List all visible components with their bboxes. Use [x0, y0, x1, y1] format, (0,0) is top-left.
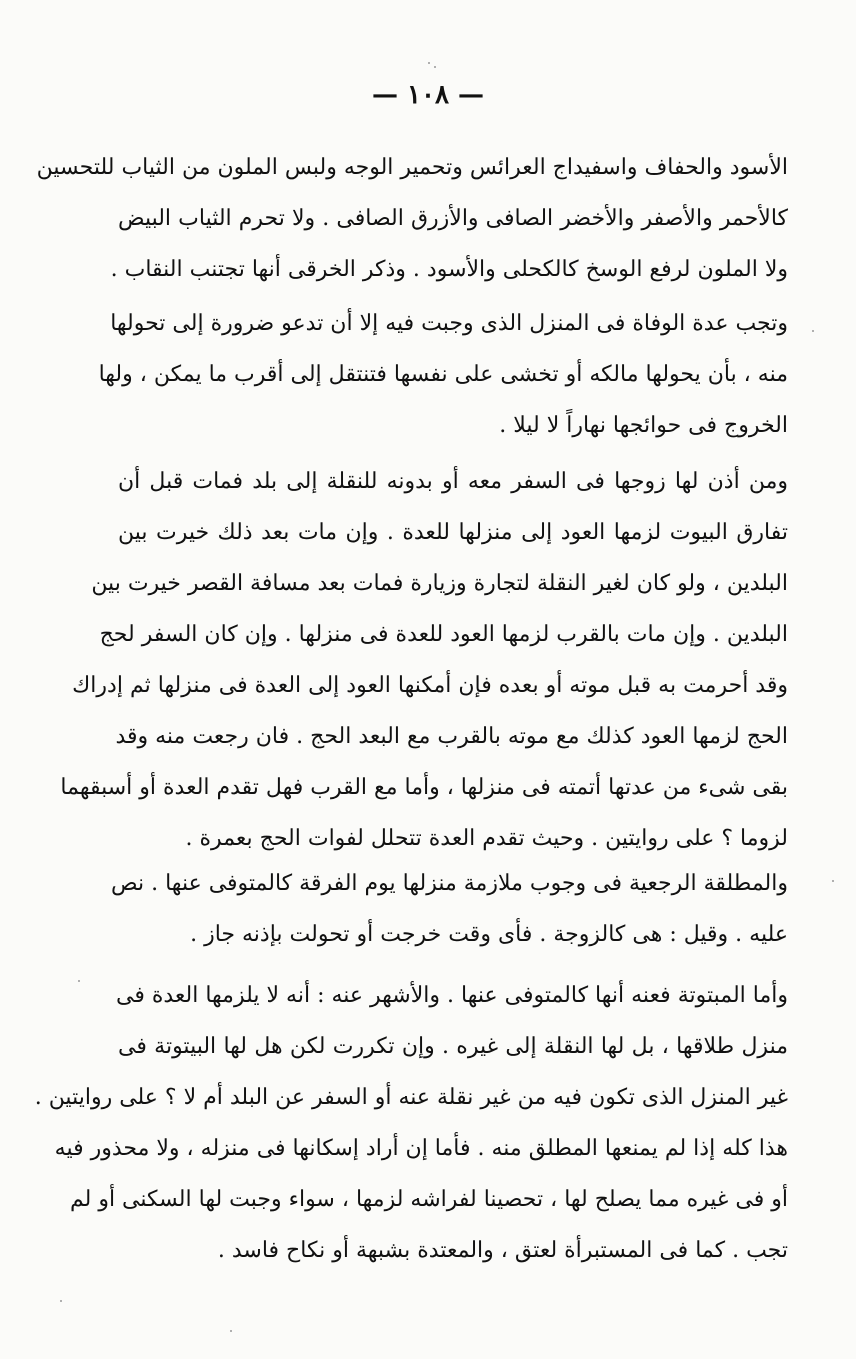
text-line: البلدين ، ولو كان لغير النقلة لتجارة وزيارة فمات بعد مسافة القصر خيرت بين: [91, 571, 788, 596]
text-line: وتجب عدة الوفاة فى المنزل الذى وجبت فيه إلا أن تدعو ضرورة إلى تحولها: [110, 311, 788, 336]
text-line: هذا كله إذا لم يمنعها المطلق منه . فأما إن أراد إسكانها فى منزله ، ولا محذور فيه: [54, 1136, 788, 1161]
text-line: وأما المبتوتة فعنه أنها كالمتوفى عنها . والأشهر عنه : أنه لا يلزمها العدة فى: [116, 983, 788, 1008]
text-line: لزوما ؟ على روايتين . وحيث تقدم العدة تتحلل لفوات الحج بعمرة .: [185, 826, 788, 851]
text-line: البلدين . وإن مات بالقرب لزمها العود للعدة فى منزلها . وإن كان السفر لحج: [99, 622, 788, 647]
text-line: كالأحمر والأصفر والأخضر الصافى والأزرق الصافى . ولا تحرم الثياب البيض: [118, 206, 788, 231]
scan-speck: [78, 980, 80, 982]
scan-speck: [60, 1300, 62, 1302]
text-line: الحج لزمها العود كذلك مع موته بالقرب مع البعد الحج . فان رجعت منه وقد: [115, 724, 788, 749]
paragraph-3: [60, 456, 788, 864]
text-line: الخروج فى حوائجها نهاراً لا ليلا .: [499, 413, 788, 438]
scan-speck: [434, 66, 436, 68]
text-line: عليه . وقيل : هى كالزوجة . فأى وقت خرجت أو تحولت بإذنه جاز .: [190, 922, 788, 947]
text-line: تفارق البيوت لزمها العود إلى منزلها للعدة . وإن مات بعد ذلك خيرت بين: [118, 520, 788, 545]
text-line: وقد أحرمت به قبل موته أو بعده فإن أمكنها العود إلى العدة فى منزلها ثم إدراك: [72, 673, 788, 698]
text-line: غير المنزل الذى تكون فيه من غير نقلة عنه أو السفر عن البلد أم لا ؟ على روايتين .: [34, 1085, 788, 1110]
text-line: ومن أذن لها زوجها فى السفر معه أو بدونه للنقلة إلى بلد فمات قبل أن: [118, 469, 788, 494]
paragraph-1: [36, 142, 788, 295]
text-line: أو فى غيره مما يصلح لها ، تحصينا لفراشه لزمها ، سواء وجبت لها السكنى أو لم: [69, 1187, 788, 1212]
text-line: بقى شىء من عدتها أتمته فى منزلها ، وأما مع القرب فهل تقدم العدة أو أسبقهما: [60, 775, 788, 800]
scan-speck: [428, 62, 430, 64]
scan-speck: [230, 1330, 232, 1332]
paragraph-2: [98, 298, 788, 451]
paragraph-4: [111, 858, 788, 960]
text-line: تجب . كما فى المستبرأة لعتق ، والمعتدة بشبهة أو نكاح فاسد .: [217, 1238, 788, 1263]
text-line: ولا الملون لرفع الوسخ كالكحلى والأسود . وذكر الخرقى أنها تجتنب النقاب .: [110, 257, 788, 282]
scan-speck: [812, 330, 814, 332]
page-number: — ١٠٨ —: [371, 80, 485, 110]
text-line: منزل طلاقها ، بل لها النقلة إلى غيره . وإن تكررت لكن هل لها البيتوتة فى: [118, 1034, 788, 1059]
text-line: والمطلقة الرجعية فى وجوب ملازمة منزلها يوم الفرقة كالمتوفى عنها . نص: [111, 871, 788, 896]
paragraph-5: [34, 970, 788, 1276]
text-line: الأسود والحفاف واسفيداج العرائس وتحمير الوجه ولبس الملون من الثياب للتحسين: [36, 155, 788, 180]
scan-speck: [832, 880, 834, 882]
text-line: منه ، بأن يحولها مالكه أو تخشى على نفسها فتنتقل إلى أقرب ما يمكن ، ولها: [98, 362, 788, 387]
